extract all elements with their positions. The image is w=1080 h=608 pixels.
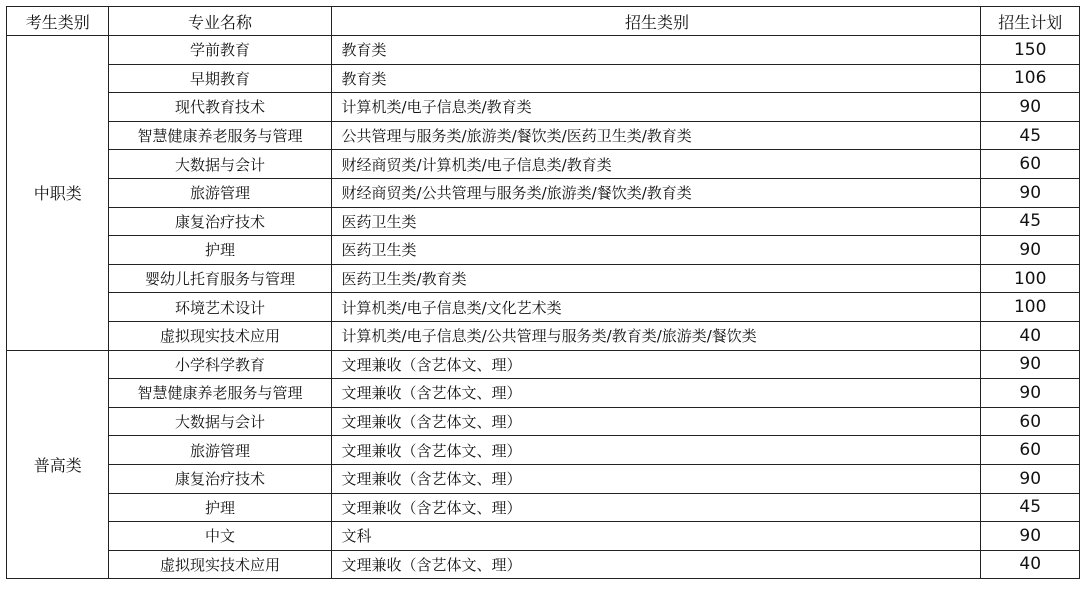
major-cell: 小学科学教育 [109,350,331,379]
plan-cell: 45 [981,121,1080,150]
major-cell: 早期教育 [109,64,331,93]
major-cell: 智慧健康养老服务与管理 [109,379,331,408]
major-cell: 学前教育 [109,36,331,65]
table-row [7,93,1080,122]
table-row [7,264,1080,293]
enroll-type-cell: 文理兼收（含艺体文、理） [331,350,981,379]
header-enroll-type: 招生类别 [331,7,981,36]
enroll-type-cell: 文科 [331,522,981,551]
enroll-type-cell: 文理兼收（含艺体文、理） [331,550,981,579]
table-row [7,150,1080,179]
enroll-type-cell: 计算机类/电子信息类/文化艺术类 [331,293,981,322]
enroll-type-cell: 文理兼收（含艺体文、理） [331,407,981,436]
admission-plan-table [6,6,1080,579]
plan-cell: 90 [981,522,1080,551]
category-cell: 普高类 [7,350,109,579]
plan-cell: 60 [981,436,1080,465]
table-row [7,236,1080,265]
major-cell: 虚拟现实技术应用 [109,321,331,350]
plan-cell: 60 [981,407,1080,436]
table-row [7,321,1080,350]
table-row [7,121,1080,150]
header-plan: 招生计划 [981,7,1080,36]
major-cell: 康复治疗技术 [109,464,331,493]
major-cell: 旅游管理 [109,178,331,207]
category-cell: 中职类 [7,36,109,351]
plan-cell: 60 [981,150,1080,179]
major-cell: 大数据与会计 [109,150,331,179]
plan-cell: 90 [981,93,1080,122]
table-row [7,550,1080,579]
table-row [7,350,1080,379]
enroll-type-cell: 文理兼收（含艺体文、理） [331,379,981,408]
plan-cell: 40 [981,550,1080,579]
major-cell: 护理 [109,493,331,522]
enroll-type-cell: 医药卫生类 [331,207,981,236]
enroll-type-cell: 医药卫生类/教育类 [331,264,981,293]
table-row [7,522,1080,551]
table-row [7,36,1080,65]
major-cell: 虚拟现实技术应用 [109,550,331,579]
plan-cell: 90 [981,379,1080,408]
enroll-type-cell: 教育类 [331,64,981,93]
plan-cell: 90 [981,350,1080,379]
table-row [7,207,1080,236]
major-cell: 婴幼儿托育服务与管理 [109,264,331,293]
table-row [7,379,1080,408]
major-cell: 康复治疗技术 [109,207,331,236]
header-category: 考生类别 [7,7,109,36]
enroll-type-cell: 教育类 [331,36,981,65]
enroll-type-cell: 文理兼收（含艺体文、理） [331,436,981,465]
plan-cell: 45 [981,493,1080,522]
plan-cell: 100 [981,264,1080,293]
major-cell: 智慧健康养老服务与管理 [109,121,331,150]
enroll-type-cell: 医药卫生类 [331,236,981,265]
table-row [7,178,1080,207]
enroll-type-cell: 财经商贸类/计算机类/电子信息类/教育类 [331,150,981,179]
table-row [7,464,1080,493]
enroll-type-cell: 文理兼收（含艺体文、理） [331,464,981,493]
table-row [7,436,1080,465]
plan-cell: 150 [981,36,1080,65]
plan-cell: 45 [981,207,1080,236]
plan-cell: 100 [981,293,1080,322]
table-body [7,36,1080,579]
plan-cell: 90 [981,178,1080,207]
major-cell: 环境艺术设计 [109,293,331,322]
plan-cell: 90 [981,236,1080,265]
enroll-type-cell: 财经商贸类/公共管理与服务类/旅游类/餐饮类/教育类 [331,178,981,207]
enroll-type-cell: 文理兼收（含艺体文、理） [331,493,981,522]
table-row [7,493,1080,522]
header-row [7,7,1080,36]
table-row [7,293,1080,322]
plan-cell: 90 [981,464,1080,493]
major-cell: 护理 [109,236,331,265]
enroll-type-cell: 计算机类/电子信息类/公共管理与服务类/教育类/旅游类/餐饮类 [331,321,981,350]
plan-cell: 40 [981,321,1080,350]
plan-cell: 106 [981,64,1080,93]
table-row [7,407,1080,436]
enroll-type-cell: 计算机类/电子信息类/教育类 [331,93,981,122]
table-row [7,64,1080,93]
major-cell: 大数据与会计 [109,407,331,436]
major-cell: 现代教育技术 [109,93,331,122]
table-header [7,7,1080,36]
header-major: 专业名称 [109,7,331,36]
enroll-type-cell: 公共管理与服务类/旅游类/餐饮类/医药卫生类/教育类 [331,121,981,150]
major-cell: 旅游管理 [109,436,331,465]
major-cell: 中文 [109,522,331,551]
